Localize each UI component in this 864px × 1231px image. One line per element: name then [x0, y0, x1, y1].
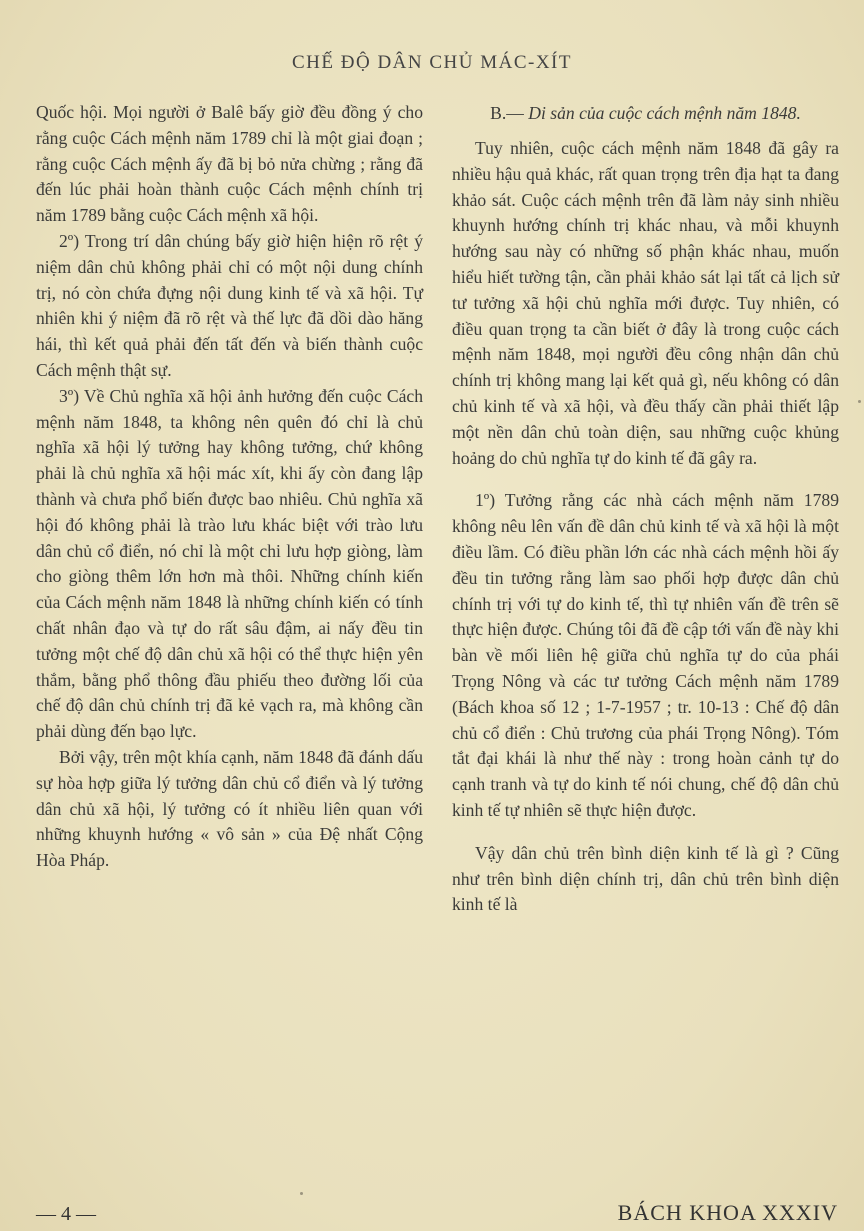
left-paragraph-1: Quốc hội. Mọi người ở Balê bấy giờ đều đồng ý cho rằng cuộc Cách mệnh năm 1789 chỉ là một giai đoạn ; rằng cuộc Cách mệnh ấy đã bị bỏ nửa chừng ; rằng đã đến lúc phải hoàn thành cuộc Cách mệnh chính trị năm 1789 bằng cuộc Cách mệnh xã hội. — [36, 102, 423, 226]
paper-speck — [300, 1192, 303, 1195]
left-paragraph-3: 3º) Về Chủ nghĩa xã hội ảnh hưởng đến cuộc Cách mệnh năm 1848, ta không nên quên đó chỉ là chủ nghĩa xã hội lý tưởng hay không tưởng, chứ không phải là chủ nghĩa xã hội mác xít, khi ấy còn đang lập thành và chưa phổ biến được bao nhiêu. Chủ nghĩa xã hội đó không phải là trào lưu khác biệt với trào lưu dân chủ cổ điển, nó chỉ là một chi lưu hợp giòng, làm cho giòng thêm lớn hơn mà thôi. Những chính kiến của Cách mệnh năm 1848 là những chính kiến có tính chất nhân đạo và tự do rất sâu đậm, ai nấy đều tin tưởng một chế độ dân chủ xã hội có thể thực hiện yên thắm, bằng phổ thông đầu phiếu theo đường lối của chế độ dân chủ chính trị đã kẻ vạch ra, mà không cần phải dùng đến bạo lực. — [36, 385, 423, 742]
running-head: CHẾ ĐỘ DÂN CHỦ MÁC-XÍT — [292, 52, 572, 73]
right-paragraph-1: Tuy nhiên, cuộc cách mệnh năm 1848 đã gây ra nhiều hậu quả khác, rất quan trọng trên địa hạt ta đang khảo sát. Cuộc cách mệnh trên đã làm nảy sinh nhiều khuynh hướng chính trị khác nhau, và mỗi khuynh hướng sau này có những số phận khác nhau, muốn hiểu hiết tường tận, cần phải khảo sát lại tất cả lịch sử tư tưởng xã hội chủ nghĩa mới được. Tuy nhiên, có điều quan trọng ta cần biết ở đây là trong cuộc cách mệnh năm 1848, mọi người đều công nhận dân chủ chính trị không mang lại kết quả gì, nếu không có dân chủ kinh tế và xã hội, và đều thấy cần phải thiết lập một nền dân chủ toàn diện, sau những cuộc khủng hoảng do chủ nghĩa tự do kinh tế đã gây ra. — [452, 138, 839, 468]
section-title-text: Di sản của cuộc cách mệnh năm 1848. — [528, 103, 801, 123]
left-paragraph-4: Bởi vậy, trên một khía cạnh, năm 1848 đã đánh dấu sự hòa hợp giữa lý tưởng dân chủ cổ điển và lý tưởng dân chủ xã hội, lý tưởng có ít nhiều liên quan với những khuynh hướng « vô sản » của Đệ nhất Cộng Hòa Pháp. — [36, 746, 423, 871]
left-paragraph-2: 2º) Trong trí dân chúng bấy giờ hiện hiện rõ rệt ý niệm dân chủ không phải chỉ có một nội dung chính trị, nó còn chứa đựng nội dung kinh tế và xã hội. Tự nhiên khi ý niệm đã rõ rệt và thế lực đã dồi dào hăng hái, thì kết quả phải đến tất đến và biến thành cuộc Cách mệnh thật sự. — [36, 230, 423, 380]
spacer — [452, 824, 839, 841]
spacer — [452, 126, 839, 136]
right-paragraph-2: 1º) Tưởng rằng các nhà cách mệnh năm 1789 không nêu lên vấn đề dân chủ kinh tế và xã hội là một điều lầm. Có điều phần lớn các nhà cách mệnh hồi ấy đều tin tưởng rằng làm sao phối hợp được dân chủ chính trị với tự do kinh tế, thì tự nhiên vấn đề trên sẽ thực hiện được. Chúng tôi đã đề cập tới vấn đề này khi bàn về mối liên hệ giữa chủ nghĩa tự do của phái Trọng Nông và các tư tưởng Cách mệnh năm 1789 (Bách khoa số 12 ; 1-7-1957 ; tr. 10-13 : Chế độ dân chủ cổ điển : Chủ trương của phái Trọng Nông). Tóm tắt đại khái là như thế này : trong hoàn cảnh tự do cạnh tranh và tự do kinh tế nói chung, chế độ dân chủ kinh tế tự nhiên sẽ thực hiện được. — [452, 490, 839, 820]
right-paragraph-3: Vậy dân chủ trên bình diện kinh tế là gì ? Cũng như trên bình diện chính trị, dân chủ trên bình diện kinh tế là — [452, 842, 839, 915]
page-number: — 4 — — [36, 1203, 96, 1225]
journal-name: BÁCH KHOA XXXIV — [617, 1200, 838, 1225]
paper-speck — [858, 400, 861, 403]
section-title — [452, 100, 839, 126]
section-title-lead: B.— — [490, 103, 524, 123]
right-column — [452, 100, 839, 918]
left-column — [36, 100, 423, 874]
spacer — [452, 471, 839, 488]
